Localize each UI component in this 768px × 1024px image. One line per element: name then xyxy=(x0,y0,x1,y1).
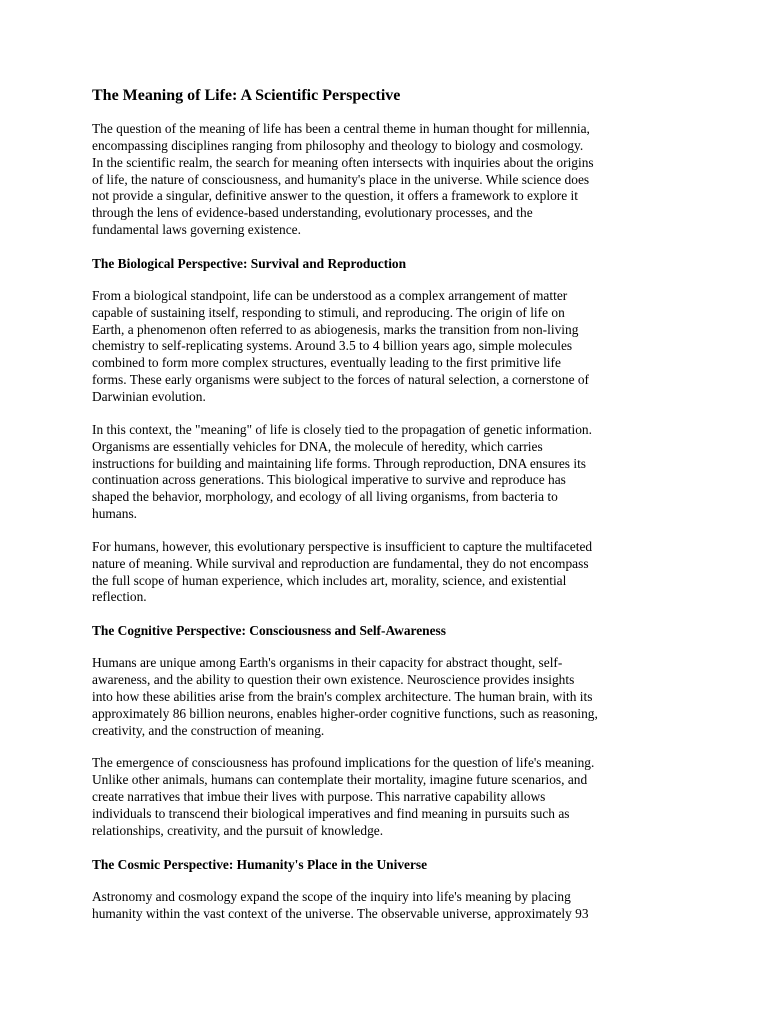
text-line: not provide a singular, definitive answer to the question, it offers a framework to explore it xyxy=(92,188,578,204)
text-line: individuals to transcend their biological imperatives and find meaning in pursuits such as xyxy=(92,806,570,821)
text-line: continuation across generations. This biological imperative to survive and reproduce has xyxy=(92,472,566,488)
biological-paragraph-3 xyxy=(92,539,682,606)
text-line: into how these abilities arise from the brain's complex architecture. The human brain, with its xyxy=(92,688,593,704)
text-line: forms. These early organisms were subject to the forces of natural selection, a cornerstone of xyxy=(92,372,590,388)
text-line: For humans, however, this evolutionary perspective is insufficient to capture the multifaceted xyxy=(92,538,593,554)
text-line: Astronomy and cosmology expand the scope of the inquiry into life's meaning by placing xyxy=(92,888,571,904)
section-heading-cognitive: The Cognitive Perspective: Consciousness and Self-Awareness xyxy=(92,623,446,639)
text-line: Earth, a phenomenon often referred to as abiogenesis, marks the transition from non-living xyxy=(92,321,579,337)
text-line: encompassing disciplines ranging from philosophy and theology to biology and cosmology. xyxy=(92,137,584,153)
text-line: humans. xyxy=(92,506,138,522)
text-line: through the lens of evidence-based understanding, evolutionary processes, and the xyxy=(92,205,533,221)
cognitive-paragraph-2 xyxy=(92,755,682,839)
cosmic-paragraph-1 xyxy=(92,889,682,923)
text-line: capable of sustaining itself, responding to stimuli, and reproducing. The origin of life on xyxy=(92,304,565,320)
text-line: creativity, and the construction of meaning. xyxy=(92,722,325,738)
text-line: approximately 86 billion neurons, enables higher-order cognitive functions, such as reasoning, xyxy=(92,705,598,721)
text-line: combined to form more complex structures, eventually leading to the first primitive life xyxy=(92,355,561,371)
text-line: instructions for building and maintaining life forms. Through reproduction, DNA ensures its xyxy=(92,455,587,471)
document-page xyxy=(92,86,682,938)
intro-paragraph xyxy=(92,121,682,239)
cognitive-paragraph-1 xyxy=(92,655,682,739)
text-line: shaped the behavior, morphology, and ecology of all living organisms, from bacteria to xyxy=(92,489,558,505)
text-line: fundamental laws governing existence. xyxy=(92,222,301,238)
text-line: nature of meaning. While survival and reproduction are fundamental, they do not encompass xyxy=(92,555,589,571)
text-line: the full scope of human experience, which includes art, morality, science, and existential xyxy=(92,572,567,588)
text-line: From a biological standpoint, life can be understood as a complex arrangement of matter xyxy=(92,287,568,303)
section-heading-cosmic: The Cosmic Perspective: Humanity's Place in the Universe xyxy=(92,856,428,872)
text-line: of life, the nature of consciousness, and humanity's place in the universe. While science does xyxy=(92,171,590,187)
text-line: relationships, creativity, and the pursuit of knowledge. xyxy=(92,822,384,838)
section-heading-biological: The Biological Perspective: Survival and Reproduction xyxy=(92,255,407,271)
text-line: The emergence of consciousness has profound implications for the question of life's meaning. xyxy=(92,755,595,771)
text-line: Humans are unique among Earth's organisms in their capacity for abstract thought, self- xyxy=(92,655,563,671)
text-line: Organisms are essentially vehicles for DNA, the molecule of heredity, which carries xyxy=(92,438,543,454)
text-line: humanity within the vast context of the universe. The observable universe, approximately 93 xyxy=(92,905,589,921)
document-title: The Meaning of Life: A Scientific Perspective xyxy=(92,87,401,104)
text-line: chemistry to self-replicating systems. Around 3.5 to 4 billion years ago, simple molecules xyxy=(92,338,573,354)
text-line: reflection. xyxy=(92,589,147,605)
text-line: awareness, and the ability to question their own existence. Neuroscience provides insights xyxy=(92,672,575,688)
text-line: Darwinian evolution. xyxy=(92,388,206,404)
biological-paragraph-1 xyxy=(92,288,682,406)
biological-paragraph-2 xyxy=(92,422,682,523)
text-line: Unlike other animals, humans can contemplate their mortality, imagine future scenarios, and xyxy=(92,772,588,788)
text-line: In the scientific realm, the search for meaning often intersects with inquiries about the origins xyxy=(92,154,594,170)
text-line: The question of the meaning of life has been a central theme in human thought for millennia, xyxy=(92,121,590,136)
text-line: In this context, the "meaning" of life is closely tied to the propagation of genetic information. xyxy=(92,421,592,437)
text-line: create narratives that imbue their lives with purpose. This narrative capability allows xyxy=(92,789,546,805)
